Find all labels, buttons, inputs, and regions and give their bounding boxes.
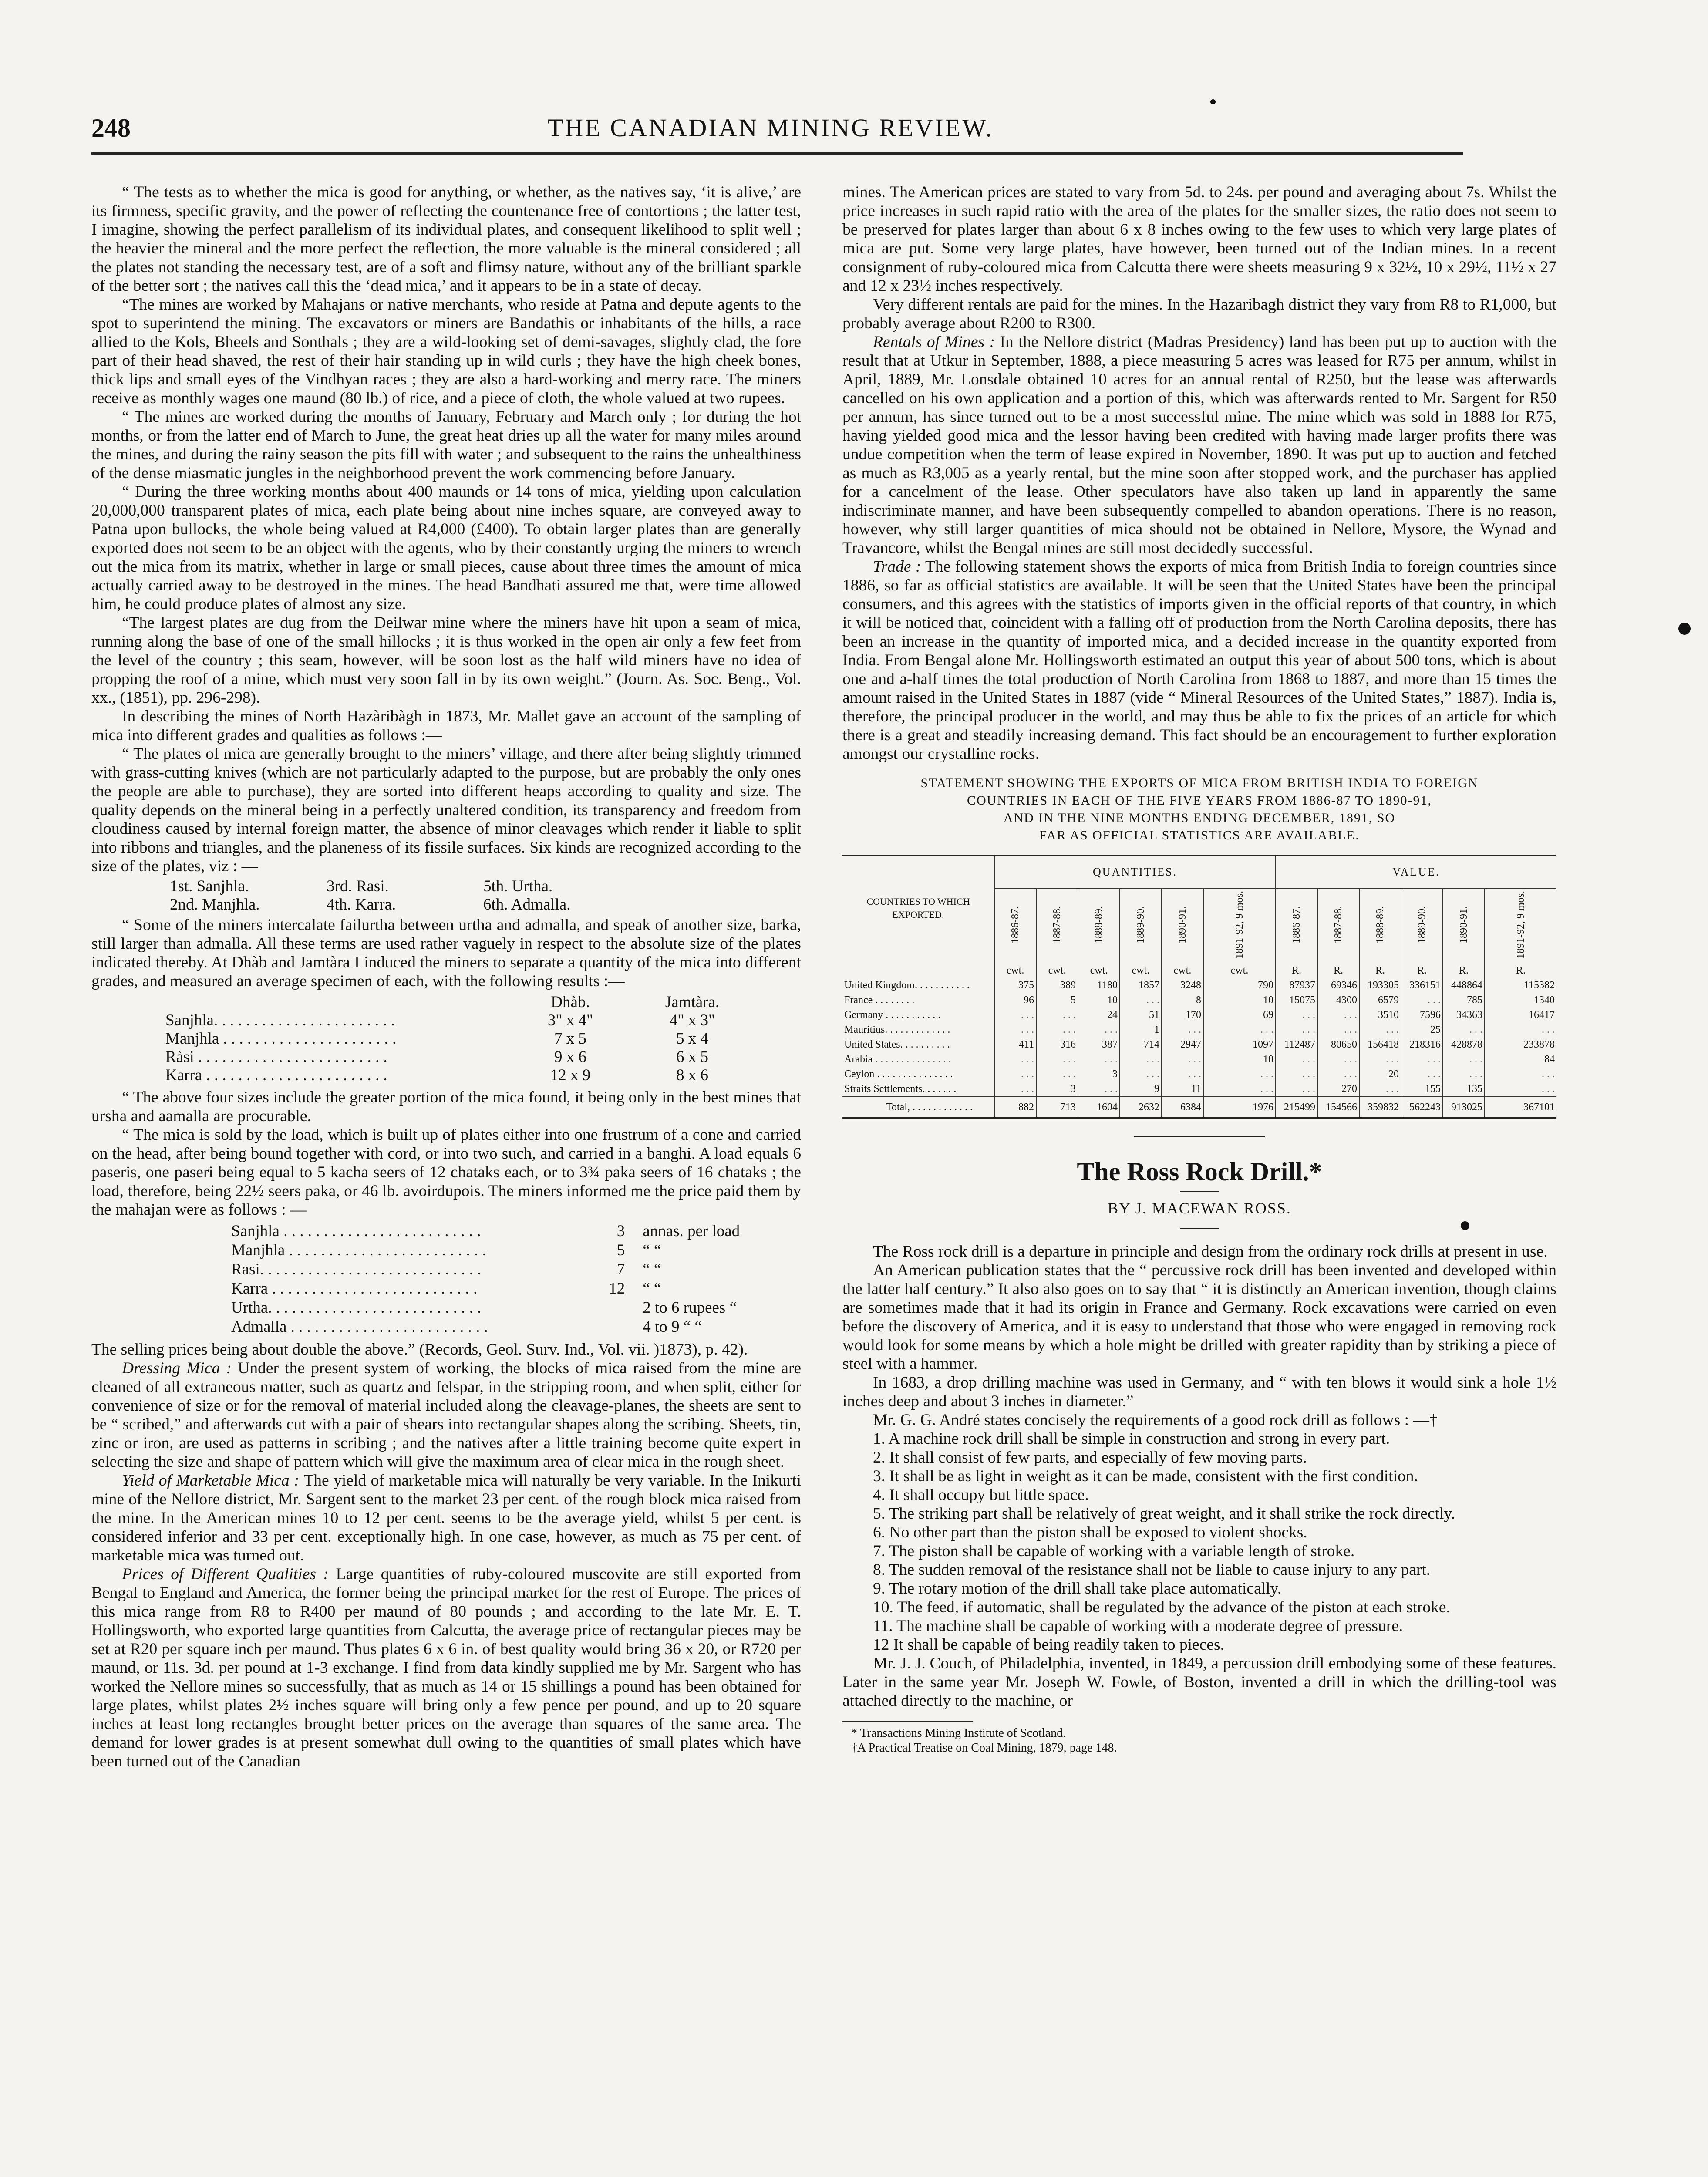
table-cell: 5 x 4	[676, 1030, 708, 1048]
section-heading: Rentals of Mines :	[873, 333, 995, 351]
table-cell: . . .	[1317, 1052, 1359, 1067]
country-column-head: COUNTRIES TO WHICH EXPORTED.	[842, 856, 994, 961]
quantities-head: QUANTITIES.	[994, 856, 1276, 889]
table-cell: 428878	[1443, 1037, 1485, 1052]
table-cell: . . .	[1120, 1052, 1162, 1067]
list-item: 8. The sudden removal of the resistance shall not be liable to cause injury to any part.	[873, 1561, 1431, 1579]
right-column	[842, 183, 1556, 1756]
unit-cell: R.	[1401, 960, 1443, 978]
table-cell: . . .	[1276, 1052, 1317, 1067]
year-head: 1887-88.	[1051, 906, 1063, 944]
table-cell: 156418	[1359, 1037, 1401, 1052]
table-cell: Admalla . . . . . . . . . . . . . . . . . . . . . . . . .	[231, 1318, 488, 1336]
list-item: 6. No other part than the piston shall be exposed to violent shocks.	[873, 1523, 1307, 1541]
table-row	[231, 1279, 801, 1298]
total-label: Total, . . . . . . . . . . . .	[842, 1097, 994, 1118]
paragraph-text: The yield of marketable mica will naturally be very variable. In the Inikurti mine of the Nellore district, Mr. Sargent sent to the market 23 per cent. of the rough block mica raised from the mine. In the American mines 10 to 12 per cent. seems to be the average yield, whilst 5 per cent. is considered inferior and 33 per cent. exceptionally high. In one case, however, as much as 75 per cent. of marketable mica was turned out.	[91, 1472, 801, 1564]
table-cell: 3	[1078, 1067, 1120, 1082]
table-cell: 3" x 4"	[547, 1011, 593, 1029]
unit-cell: R.	[1516, 965, 1526, 976]
paragraph: In 1683, a drop drilling machine was used in Germany, and “ with ten blows it would sink a hole 1½ inches deep and about 3 inches in diameter.”	[842, 1374, 1556, 1410]
paragraph	[842, 557, 1556, 763]
table-row	[842, 1052, 1556, 1067]
table-row	[231, 1318, 801, 1337]
table-cell: 170	[1162, 1008, 1203, 1022]
section-heading: Dressing Mica :	[122, 1359, 232, 1377]
header-rule	[91, 152, 1463, 155]
caption-line: STATEMENT SHOWING THE EXPORTS OF MICA FROM BRITISH INDIA TO FOREIGN	[920, 776, 1479, 790]
table-cell: 15075	[1276, 993, 1317, 1008]
table-cell: . . .	[1317, 1022, 1359, 1037]
table-cell: . . .	[1203, 1022, 1276, 1037]
table-cell: . . .	[1443, 1067, 1485, 1082]
table-cell: Sanjhla. . . . . . . . . . . . . . . . . . . . . . .	[165, 1011, 395, 1029]
table-cell: . . .	[1317, 1067, 1359, 1082]
table-cell: 336151	[1401, 978, 1443, 993]
table-row	[231, 1298, 801, 1318]
table-cell: . . .	[994, 1022, 1036, 1037]
table-cell: 3	[616, 1222, 625, 1240]
list-item: 1. A machine rock drill shall be simple in construction and strong in every part.	[873, 1430, 1390, 1448]
country-cell: France . . . . . . . .	[842, 993, 994, 1008]
paragraph: Mr. J. J. Couch, of Philadelphia, invented, in 1849, a percussion drill embodying some of these features. Later in the same year Mr. Joseph W. Fowle, of Boston, invented a drill in which the drilling-tool was attached directly to the machine, or	[842, 1655, 1556, 1710]
dimensions-head-dhab: Dhàb.	[551, 993, 590, 1011]
year-head: 1886-87.	[1010, 906, 1021, 944]
table-row	[165, 1011, 749, 1030]
table-cell: 1857	[1120, 978, 1162, 993]
table-cell: . . .	[1317, 1008, 1359, 1022]
grade-item: 6th. Admalla.	[483, 896, 571, 913]
table-cell: 270	[1317, 1082, 1359, 1097]
table-cell: “ “	[643, 1280, 661, 1297]
table-cell: . . .	[1078, 1022, 1120, 1037]
table-cell: 7 x 5	[554, 1030, 586, 1048]
table-cell: . . .	[1276, 1008, 1317, 1022]
table-cell: 3248	[1162, 978, 1203, 993]
table-cell: . . .	[1542, 1068, 1555, 1080]
list-item: 10. The feed, if automatic, shall be regulated by the advance of the piston at each stroke.	[873, 1598, 1450, 1616]
paragraph: In describing the mines of North Hazàribàgh in 1873, Mr. Mallet gave an account of the sampling of mica into different grades and qualities as follows :—	[91, 708, 801, 744]
paragraph: “ During the three working months about 400 maunds or 14 tons of mica, yielding upon calculation 20,000,000 transparent plates of mica, each plate being about nine inches square, are conveyed away to Patna upon bullocks, the whole being valued at R4,000 (£400). To obtain larger plates than are generally exported does not seem to be an object with the agents, who by their constantly urging the miners to wrench out the mica from its matrix, whether in large or small pieces, cause about three times the amount of mica actually carried away to be destroyed in the mines. The head Bandhati assured me that, were time allowed him, he could produce plates of almost any size.	[91, 483, 801, 613]
table-cell: 24	[1078, 1008, 1120, 1022]
table-cell: 2 to 6 rupees “	[643, 1299, 737, 1317]
list-item: 7. The piston shall be capable of working with a variable length of stroke.	[873, 1542, 1355, 1560]
table-cell: 2632	[1120, 1097, 1162, 1118]
paragraph	[842, 333, 1556, 557]
table-cell: 12 x 9	[550, 1066, 591, 1084]
table-cell: 215499	[1276, 1097, 1317, 1118]
paragraph: “ The mines are worked during the months of January, February and March only ; for during the hot months, or from the latter end of March to June, the great heat dries up all the water for many miles around the mines, and during the rainy season the pits fill with water ; and subsequent to the rains the unhealthiness of the dense miasmatic jungles in the neighborhood prevent the work commencing before January.	[91, 408, 801, 482]
grade-item: 5th. Urtha.	[483, 877, 553, 895]
table-row	[231, 1241, 801, 1260]
table-cell: 8	[1162, 993, 1203, 1008]
unit-cell: cwt.	[1203, 960, 1276, 978]
table-cell: 5	[1036, 993, 1078, 1008]
table-cell: 155	[1401, 1082, 1443, 1097]
country-cell: United States. . . . . . . . . .	[842, 1037, 994, 1052]
year-head: 1889-90.	[1135, 906, 1146, 944]
table-cell: 387	[1078, 1037, 1120, 1052]
table-cell: 16417	[1529, 1009, 1555, 1021]
table-cell: 233878	[1523, 1039, 1555, 1050]
table-cell: 1976	[1203, 1097, 1276, 1118]
table-cell: Karra . . . . . . . . . . . . . . . . . . . . . . .	[165, 1066, 387, 1084]
page-header	[91, 113, 1450, 152]
dimensions-head-jamtara: Jamtàra.	[665, 993, 720, 1011]
table-cell: . . .	[1203, 1082, 1276, 1097]
country-cell: Arabia . . . . . . . . . . . . . . .	[842, 1052, 994, 1067]
country-cell: Germany . . . . . . . . . . .	[842, 1008, 994, 1022]
table-cell: 714	[1120, 1037, 1162, 1052]
paragraph: “ Some of the miners intercalate failurtha between urtha and admalla, and speak of another size, barka, still larger than admalla. All these terms are used rather vaguely in respect to the absolute size of the plates indicated thereby. At Dhàb and Jamtàra I induced the miners to separate a quantity of the mica into different grades, and measured an average specimen of each, with the following results :—	[91, 916, 801, 990]
table-row	[842, 993, 1556, 1008]
table-cell: . . .	[1276, 1067, 1317, 1082]
table-cell: 84	[1544, 1054, 1555, 1065]
dimensions-table	[165, 993, 749, 1085]
section-heading: Yield of Marketable Mica :	[122, 1472, 300, 1490]
table-cell: 51	[1120, 1008, 1162, 1022]
table-cell: . . .	[1276, 1082, 1317, 1097]
table-cell: 6384	[1162, 1097, 1203, 1118]
table-cell: 9	[1120, 1082, 1162, 1097]
paragraph	[91, 1359, 801, 1471]
unit-cell: cwt.	[1078, 960, 1120, 978]
table-row	[842, 1037, 1556, 1052]
journal-title: THE CANADIAN MINING REVIEW.	[547, 114, 994, 142]
table-row	[165, 1048, 749, 1066]
table-cell: 112487	[1276, 1037, 1317, 1052]
table-cell: . . .	[1401, 1052, 1443, 1067]
table-cell: 316	[1036, 1037, 1078, 1052]
table-cell: 193305	[1359, 978, 1401, 993]
table-row	[231, 1222, 801, 1241]
paragraph: “ The tests as to whether the mica is good for anything, or whether, as the natives say, ‘it is alive,’ are its firmness, specific gravity, and the power of reflecting the countenance free of contortions ; the latter test, I imagine, showing the perfect parallelism of its individual plates, and consequent likelihood to split well ; the heavier the mineral and the more perfect the reflection, the more valuable is the mineral considered ; all the plates not standing the necessary test, are of a soft and flimsy nature, without any of the brilliant sparkle of the better sort ; the natives call this the ‘dead mica,’ and it appears to be in a state of decay.	[91, 183, 801, 295]
table-cell: 359832	[1359, 1097, 1401, 1118]
table-cell: . . .	[1401, 1067, 1443, 1082]
table-cell: 5	[616, 1241, 625, 1259]
table-cell: . . .	[1162, 1052, 1203, 1067]
paragraph	[91, 1471, 801, 1565]
table-cell: 790	[1203, 978, 1276, 993]
paragraph-text: The following statement shows the exports of mica from British India to foreign countries since 1886, so far as official statistics are available. It will be seen that the United States have been the principal consumers, and this agrees with the statistics of imports given in the official reports of that country, in which it will be noticed that, coincident with a falling off of production from the North Carolina deposits, there has been an increase in the quantity of imported mica, and a decided increase in the quantity exported from India. From Bengal alone Mr. Hollingsworth estimated an output this year of about 500 tons, which is about one and a-half times the total production of North Carolina from 1868 to 1887, and more than 15 times the amount raised in the United States in 1887 (vide “ Mineral Resources of the United States,” 1887). India is, therefore, the principal producer in the world, and may thus be able to fix the prices of an article for which there is a great and steadily increasing demand. This fact should be an encouragement to further exploration amongst our crystalline rocks.	[842, 558, 1556, 763]
footnote: * Transactions Mining Institute of Scotland.	[851, 1726, 1066, 1740]
table-cell: 11	[1162, 1082, 1203, 1097]
ink-mark	[1461, 1221, 1469, 1230]
paragraph-text: Under the present system of working, the blocks of mica raised from the mine are cleaned of all extraneous matter, such as quartz and felspar, in the stripping room, and when split, either for convenience of size or for the removal of material included along the cleavage-planes, the sheets are sent to be “ scribed,” and afterwards cut with a pair of shears into rectangular shapes along the scribing. Sheets, tin, zinc or iron, are used as patterns in scribing ; and the natives after a little training become quite expert in selecting the size and shape of pattern which will give the maximum area of clear mica in the rough sheet.	[91, 1359, 801, 1471]
table-cell: 69	[1203, 1008, 1276, 1022]
table-cell: . . .	[1162, 1067, 1203, 1082]
grade-item: 2nd. Manjhla.	[170, 896, 260, 913]
table-cell: 6 x 5	[676, 1048, 708, 1066]
table-cell: 6579	[1359, 993, 1401, 1008]
paragraph: An American publication states that the “ percussive rock drill has been invented and developed within the latter half century.” It also also goes on to say that “ it is distinctly an American invention, though claims are sometimes made that it had its origin in France and Germany. Rock excavations were carried on even before the discovery of America, and it is easy to understand that those who were engaged in removing rock would look for some means by which a hole might be drilled with greater rapidity than by striking a piece of steel with a hammer.	[842, 1261, 1556, 1373]
list-item: 3. It shall be as light in weight as it can be made, consistent with the first condition.	[873, 1467, 1418, 1485]
unit-cell: cwt.	[1162, 960, 1203, 978]
table-cell: 69346	[1317, 978, 1359, 993]
table-cell: . . .	[1162, 1022, 1203, 1037]
table-cell: . . .	[994, 1008, 1036, 1022]
table-cell: . . .	[1078, 1052, 1120, 1067]
table-cell: 4 to 9 “ “	[643, 1318, 702, 1336]
paragraph: “ The above four sizes include the greater portion of the mica found, it being only in the best mines that ursha and aamalla are procurable.	[91, 1088, 801, 1125]
table-cell: 1097	[1203, 1037, 1276, 1052]
table-cell: 87937	[1276, 978, 1317, 993]
paragraph: “The largest plates are dug from the Deilwar mine where the miners have hit upon a seam of mica, running along the base of one of the small hillocks ; it is thus worked in the open air only a few feet from the level of the country ; this seam, however, will be soon lost as the half wild miners have no idea of propping the roof of a mine, which must very soon fall in by its own weight.” (Journ. As. Soc. Beng., Vol. xx., (1851), pp. 296-298).	[91, 614, 801, 707]
table-cell: 3510	[1359, 1008, 1401, 1022]
ink-mark	[1210, 99, 1216, 104]
section-divider	[1134, 1136, 1265, 1137]
table-cell: . . .	[1401, 993, 1443, 1008]
table-row	[842, 1067, 1556, 1082]
paragraph: “The mines are worked by Mahajans or native merchants, who reside at Patna and depute agents to the spot to superintend the mining. The excavators or miners are Bandathis or inhabitants of the hills, a race allied to the Kols, Bheels and Sonthals ; they are a wild-looking set of demi-savages, slightly clad, the fore part of their head shaved, the rest of their hair standing up in wild curls ; they have the high cheek bones, thick lips and small eyes of the Vindhyan races ; they are also a hard-working and merry race. The miners receive as monthly wages one maund (80 lb.) of rice, and a piece of cloth, the whole valued at two rupees.	[91, 296, 801, 407]
paragraph: “ The mica is sold by the load, which is built up of plates either into one frustrum of a cone and carried on the head, after being bound together with cord, or into two such, and carried in a banghi. A load equals 6 paseris, one paseri being equal to 5 kacha seers of 12 chataks each, or to 3¾ paka seers of 16 chataks ; the load, therefore, being 22½ seers paka, or 46 lb. avoirdupois. The miners informed me the price paid them by the mahajan were as follows : —	[91, 1126, 801, 1219]
exports-table	[842, 855, 1556, 1119]
article-title: The Ross Rock Drill.*	[1077, 1157, 1322, 1186]
table-row	[165, 1030, 749, 1048]
table-cell: 25	[1401, 1022, 1443, 1037]
paragraph-text: In the Nellore district (Madras Presidency) land has been put up to auction with the result that at Utkur in September, 1888, a piece measuring 5 acres was leased for R75 per annum, whilst in April, 1889, Mr. Lonsdale obtained 10 acres for an annual rental of R250, but the lease was afterwards cancelled on his own application and a portion of this, which was afterwards rented to Mr. Sargent for R50 per annum, has since turned out to be a most successful mine. The mine which was sold in 1888 for R75, having yielded good mica and the lessor having been credited with having made larger profits there was undue competition when the term of lease expired in November, 1890. It was put up to auction and fetched as much as R3,005 as a yearly rental, but the mine soon after stopped work, and the purchaser has applied for a cancelment of the lease. Other speculators have also taken up land in apparently the same indiscriminate manner, and have been subsequently compelled to abandon operations. There is no reason, however, why still larger quantities of mica should not be obtained in Nellore, Mysore, the Wynad and Travancore, whilst the Bengal mines are still most decidedly successful.	[842, 333, 1556, 557]
table-cell: Karra . . . . . . . . . . . . . . . . . . . . . . . . . .	[231, 1280, 478, 1297]
table-cell: Manjhla . . . . . . . . . . . . . . . . . . . . . . . . .	[231, 1241, 486, 1259]
table-cell: 785	[1443, 993, 1485, 1008]
paragraph: mines. The American prices are stated to vary from 5d. to 24s. per pound and averaging about 7s. Whilst the price increases in such rapid ratio with the area of the plates for the smaller sizes, the ratio does not seem to be preserved for plates larger than about 6 x 8 inches owing to the few uses to which very large plates of mica are put. Some very large plates, have however, been turned out of the Indian mines. In a recent consignment of ruby-coloured mica from Calcutta there were sheets measuring 9 x 32½, 10 x 29½, 11½ x 27 and 12 x 23½ inches respectively.	[842, 183, 1556, 295]
list-item: 12 It shall be capable of being readily taken to pieces.	[873, 1636, 1224, 1654]
page-number: 248	[91, 114, 131, 142]
table-cell	[586, 1318, 642, 1337]
year-head: 1889-90.	[1416, 906, 1428, 944]
table-row	[842, 978, 1556, 993]
ink-mark	[1678, 623, 1691, 635]
table-cell: 1180	[1078, 978, 1120, 993]
year-head: 1887-88.	[1333, 906, 1344, 944]
mica-grades-list	[170, 877, 801, 914]
table-row	[165, 1066, 749, 1085]
paragraph: The selling prices being about double the above.” (Records, Geol. Surv. Ind., Vol. vii. )1873), p. 42).	[91, 1341, 748, 1358]
table-cell: 7	[616, 1260, 625, 1278]
table-cell: 562243	[1401, 1097, 1443, 1118]
table-cell: Urtha. . . . . . . . . . . . . . . . . . . . . . . . . . .	[231, 1299, 482, 1317]
table-cell: 4300	[1317, 993, 1359, 1008]
prices-table	[231, 1222, 801, 1337]
paragraph: The Ross rock drill is a departure in principle and design from the ordinary rock drills at present in use.	[873, 1243, 1548, 1260]
table-cell: . . .	[1443, 1022, 1485, 1037]
unit-cell: R.	[1359, 960, 1401, 978]
table-cell: . . .	[994, 1052, 1036, 1067]
table-cell: 80650	[1317, 1037, 1359, 1052]
unit-cell: cwt.	[994, 960, 1036, 978]
table-cell: 713	[1036, 1097, 1078, 1118]
unit-cell: R.	[1317, 960, 1359, 978]
year-head: 1891-92, 9 mos.	[1234, 891, 1245, 959]
table-cell	[586, 1298, 642, 1318]
table-cell: 34363	[1443, 1008, 1485, 1022]
table-cell: . . .	[1359, 1022, 1401, 1037]
table-cell: 411	[994, 1037, 1036, 1052]
table-cell: . . .	[1542, 1083, 1555, 1095]
section-heading: Trade :	[873, 558, 921, 576]
table-row	[231, 1260, 801, 1279]
year-head: 1890-91.	[1458, 906, 1469, 944]
table-cell: 1	[1120, 1022, 1162, 1037]
grade-item: 1st. Sanjhla.	[170, 877, 249, 895]
table-cell: 12	[609, 1280, 625, 1297]
footnote: †A Practical Treatise on Coal Mining, 1879, page 148.	[851, 1741, 1117, 1755]
table-cell: . . .	[1359, 1082, 1401, 1097]
table-cell: Rasi. . . . . . . . . . . . . . . . . . . . . . . . . . . .	[231, 1260, 482, 1278]
paragraph: Very different rentals are paid for the mines. In the Hazaribagh district they vary from R8 to R1,000, but probably average about R200 to R300.	[842, 296, 1556, 332]
paragraph-text: Large quantities of ruby-coloured muscovite are still exported from Bengal to England and America, the former being the principal market for the rest of Europe. The prices of this mica range from R8 to R400 per maund of 80 pounds ; and according to the late Mr. E. T. Hollingsworth, who exported large quantities from Calcutta, the average price of rectangular pieces may be set at R20 per square inch per maund. Thus plates 6 x 6 in. of best quality would bring 36 x 20, or R720 per maund, or 11s. 3d. per pound at 1-3 exchange. I find from data kindly supplied me by Mr. Sargent who has worked the Nellore mines so successfully, that as much as 14 or 15 shillings a pound has been obtained for large plates, whilst plates 2½ inches square will bring only a few pence per pound, and up to 20 square inches at least long rectangles brought better prices on the average than squares of the same area. The demand for lower grades is at present somewhat dull owing to the quantities of small plates which have been turned out of the Canadian	[91, 1565, 801, 1770]
country-cell: Ceylon . . . . . . . . . . . . . . .	[842, 1067, 994, 1082]
unit-cell: cwt.	[1120, 960, 1162, 978]
table-row	[842, 1008, 1556, 1022]
table-cell: annas. per load	[643, 1222, 740, 1240]
byline-divider	[1180, 1228, 1219, 1229]
paragraph: Mr. G. G. André states concisely the requirements of a good rock drill as follows : —†	[873, 1411, 1438, 1429]
table-row	[842, 1022, 1556, 1037]
article-byline: BY J. MACEWAN ROSS.	[1108, 1200, 1291, 1217]
table-cell: 10	[1078, 993, 1120, 1008]
caption-line: AND IN THE NINE MONTHS ENDING DECEMBER, 1891, SO	[1003, 811, 1396, 825]
grade-item: 4th. Karra.	[327, 896, 396, 913]
grade-item: 3rd. Rasi.	[327, 877, 389, 895]
table-cell: 135	[1443, 1082, 1485, 1097]
table-cell: . . .	[1276, 1022, 1317, 1037]
table-cell: 20	[1359, 1067, 1401, 1082]
table-cell: 154566	[1317, 1097, 1359, 1118]
table-cell: 389	[1036, 978, 1078, 993]
list-item: 9. The rotary motion of the drill shall take place automatically.	[873, 1580, 1282, 1597]
table-cell: . . .	[1443, 1052, 1485, 1067]
section-heading: Prices of Different Qualities :	[122, 1565, 329, 1583]
table-cell: 4" x 3"	[669, 1011, 715, 1029]
table-cell: 218316	[1401, 1037, 1443, 1052]
caption-line: COUNTRIES IN EACH OF THE FIVE YEARS FROM 1886-87 TO 1890-91,	[967, 793, 1432, 808]
table-cell: . . .	[994, 1067, 1036, 1082]
paragraph	[91, 1565, 801, 1771]
list-item: 2. It shall consist of few parts, and especially of few moving parts.	[873, 1449, 1307, 1466]
table-cell: Ràsi . . . . . . . . . . . . . . . . . . . . . . . .	[165, 1048, 387, 1066]
year-head: 1888-89.	[1374, 906, 1386, 944]
table-cell: “ “	[643, 1241, 661, 1259]
year-head: 1886-87.	[1291, 906, 1302, 944]
list-item: 5. The striking part shall be relatively of great weight, and it shall strike the rock directly.	[873, 1505, 1455, 1523]
table-cell: . . .	[1036, 1067, 1078, 1082]
table-cell: . . .	[1036, 1008, 1078, 1022]
footnote-rule	[842, 1721, 973, 1722]
table-caption	[842, 775, 1556, 844]
table-cell: 96	[994, 993, 1036, 1008]
table-cell: 1604	[1078, 1097, 1120, 1118]
unit-cell: R.	[1443, 960, 1485, 978]
unit-cell: cwt.	[1036, 960, 1078, 978]
table-cell: 882	[994, 1097, 1036, 1118]
year-head: 1890-91.	[1177, 906, 1188, 944]
table-cell: . . .	[1542, 1024, 1555, 1035]
table-cell: . . .	[1203, 1067, 1276, 1082]
table-cell: 913025	[1443, 1097, 1485, 1118]
value-head: VALUE.	[1276, 856, 1556, 889]
paragraph: “ The plates of mica are generally brought to the miners’ village, and there after being slightly trimmed with grass-cutting knives (which are not particularly adapted to the purpose, but are probably the only ones the people are able to purchase), they are sorted into different heaps according to quality and size. The quality depends on the mineral being in a perfectly unaltered condition, its transparency and freedom from cloudiness caused by internal foreign matter, the absence of minor cleavages which render it liable to split into ribbons and triangles, and the planeness of its fissile surfaces. Six kinds are recognized according to the size of the plates, viz : —	[91, 745, 801, 875]
table-cell: 2947	[1162, 1037, 1203, 1052]
table-cell: Sanjhla . . . . . . . . . . . . . . . . . . . . . . . . .	[231, 1222, 481, 1240]
units-row	[842, 960, 1556, 978]
table-cell: . . .	[1120, 993, 1162, 1008]
year-head: 1888-89.	[1093, 906, 1105, 944]
table-row	[842, 1082, 1556, 1097]
caption-line: FAR AS OFFICIAL STATISTICS ARE AVAILABLE.	[1039, 828, 1360, 842]
table-cell: 448864	[1443, 978, 1485, 993]
table-cell: 9 x 6	[554, 1048, 586, 1066]
table-cell: Manjhla . . . . . . . . . . . . . . . . . . . . . .	[165, 1030, 397, 1048]
table-cell: . . .	[1036, 1022, 1078, 1037]
table-cell: . . .	[1359, 1052, 1401, 1067]
table-cell: 1340	[1534, 994, 1555, 1006]
total-row	[842, 1097, 1556, 1118]
title-divider	[1180, 1191, 1219, 1192]
table-cell: 367101	[1485, 1097, 1556, 1118]
table-cell: 10	[1203, 1052, 1276, 1067]
table-cell: 3	[1036, 1082, 1078, 1097]
year-head: 1891-92, 9 mos.	[1515, 891, 1526, 959]
table-cell: . . .	[1078, 1082, 1120, 1097]
table-cell: . . .	[1036, 1052, 1078, 1067]
list-item: 11. The machine shall be capable of working with a moderate degree of pressure.	[873, 1617, 1403, 1635]
country-cell: Straits Settlements. . . . . . .	[842, 1082, 994, 1097]
table-cell: 10	[1203, 993, 1276, 1008]
table-cell: “ “	[643, 1260, 661, 1278]
country-cell: United Kingdom. . . . . . . . . . .	[842, 978, 994, 993]
table-cell: 8 x 6	[676, 1066, 708, 1084]
table-cell: 115382	[1523, 980, 1555, 991]
table-cell: 7596	[1401, 1008, 1443, 1022]
table-cell: . . .	[1120, 1067, 1162, 1082]
left-column	[91, 183, 801, 1771]
unit-cell: R.	[1276, 960, 1317, 978]
list-item: 4. It shall occupy but little space.	[873, 1486, 1089, 1504]
table-cell: 375	[994, 978, 1036, 993]
country-cell: Mauritius. . . . . . . . . . . . .	[842, 1022, 994, 1037]
table-cell: . . .	[994, 1082, 1036, 1097]
